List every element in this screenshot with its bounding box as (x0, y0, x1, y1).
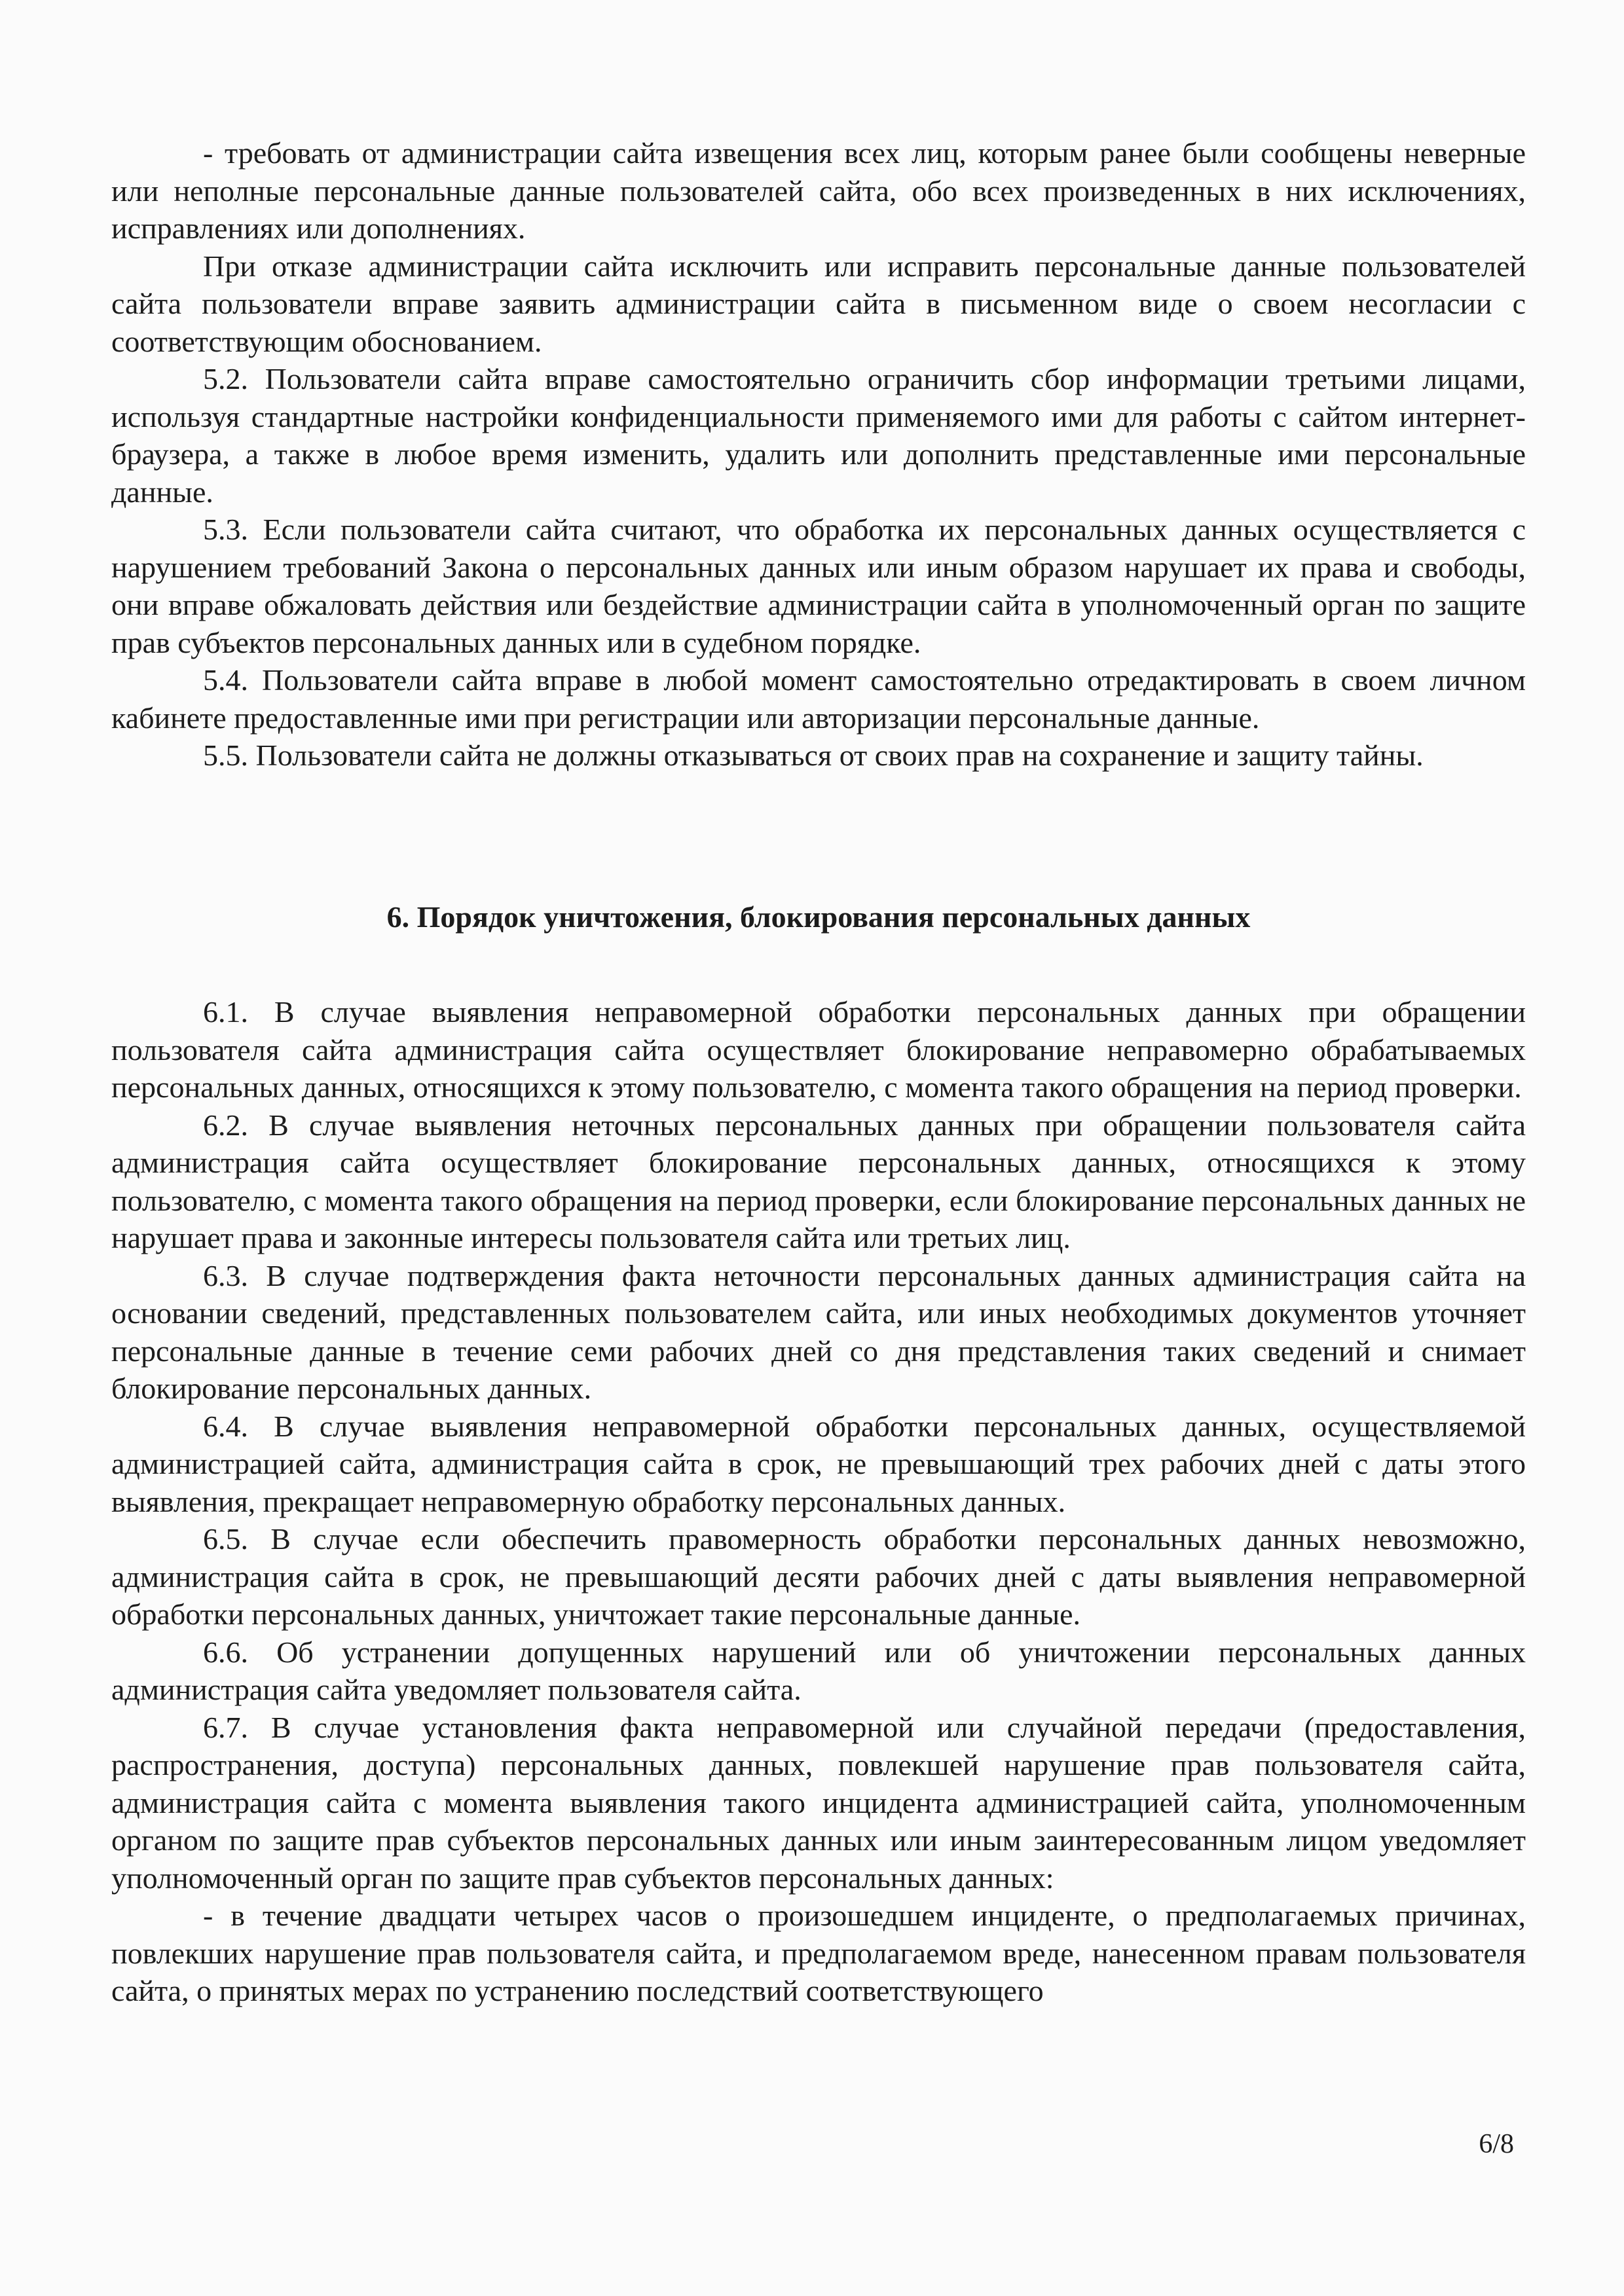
paragraph-6-3: 6.3. В случае подтверждения факта неточности персональных данных администрация сайта на основании сведений, представленных пользователем сайта, или иных необходимых документов уточняет персональные данные в течение семи рабочих дней со дня представления таких сведений и снимает блокирование персональных данных. (111, 1258, 1526, 1405)
paragraph-5-2: 5.2. Пользователи сайта вправе самостоятельно ограничить сбор информации третьими лицами, используя стандартные настройки конфиденциальности применяемого ими для работы с сайтом интернет-браузера, а также в любое время изменить, удалить или дополнить представленные ими персональные данные. (111, 362, 1526, 509)
paragraph-notification-right: - требовать от администрации сайта извещения всех лиц, которым ранее были сообщены неверные или неполные персональные данные пользователей сайта, обо всех произведенных в них исключениях, исправлениях или дополнениях. (111, 136, 1526, 245)
section-5-continuation (111, 134, 1526, 774)
paragraph-refusal-disagreement: При отказе администрации сайта исключить или исправить персональные данные пользователей сайта пользователи вправе заявить администрации сайта в письменном виде о своем несогласии с соответствующим обоснованием. (111, 249, 1526, 358)
section-6-heading: 6. Порядок уничтожения, блокирования персональных данных (386, 900, 1251, 934)
paragraph-6-5: 6.5. В случае если обеспечить правомерность обработки персональных данных невозможно, администрация сайта в срок, не превышающий десяти рабочих дней с даты выявления неправомерной обработки персональных данных, уничтожает такие персональные данные. (111, 1522, 1526, 1631)
paragraph-6-1: 6.1. В случае выявления неправомерной обработки персональных данных при обращении пользователя сайта администрация сайта осуществляет блокирование неправомерно обрабатываемых персональных данных, относящихся к этому пользователю, с момента такого обращения на период проверки. (111, 995, 1526, 1104)
page-number: 6/8 (1479, 2129, 1514, 2159)
paragraph-5-5: 5.5. Пользователи сайта не должны отказываться от своих прав на сохранение и защиту тайны. (203, 738, 1424, 772)
paragraph-6-7: 6.7. В случае установления факта неправомерной или случайной передачи (предоставления, распространения, доступа) персональных данных, повлекшей нарушение прав пользователя сайта, администрация сайта с момента выявления такого инцидента администрацией сайта, уполномоченным органом по защите прав субъектов персональных данных или иным заинтересованным лицом уведомляет уполномоченный орган по защите прав субъектов персональных данных: (111, 1710, 1526, 1895)
section-6-body (111, 993, 1526, 2010)
paragraph-6-2: 6.2. В случае выявления неточных персональных данных при обращении пользователя сайта администрация сайта осуществляет блокирование персональных данных, относящихся к этому пользователю, с момента такого обращения на период проверки, если блокирование персональных данных не нарушает права и законные интересы пользователя сайта или третьих лиц. (111, 1108, 1526, 1254)
paragraph-6-6: 6.6. Об устранении допущенных нарушений или об уничтожении персональных данных администрация сайта уведомляет пользователя сайта. (111, 1635, 1526, 1706)
paragraph-5-4: 5.4. Пользователи сайта вправе в любой момент самостоятельно отредактировать в своем личном кабинете предоставленные ими при регистрации или авторизации персональные данные. (111, 663, 1526, 735)
paragraph-6-4: 6.4. В случае выявления неправомерной обработки персональных данных, осуществляемой администрацией сайта, администрация сайта в срок, не превышающий трех рабочих дней с даты этого выявления, прекращает неправомерную обработку персональных данных. (111, 1409, 1526, 1518)
paragraph-6-7-item: - в течение двадцати четырех часов о произошедшем инциденте, о предполагаемых причинах, повлекших нарушение прав пользователя сайта, и предполагаемом вреде, нанесенном правам пользователя сайта, о принятых мерах по устранению последствий соответствующего (111, 1899, 1526, 2007)
paragraph-5-3: 5.3. Если пользователи сайта считают, что обработка их персональных данных осуществляется с нарушением требований Закона о персональных данных или иным образом нарушает их права и свободы, они вправе обжаловать действия или бездействие администрации сайта в уполномоченный орган по защите прав субъектов персональных данных или в судебном порядке. (111, 513, 1526, 659)
